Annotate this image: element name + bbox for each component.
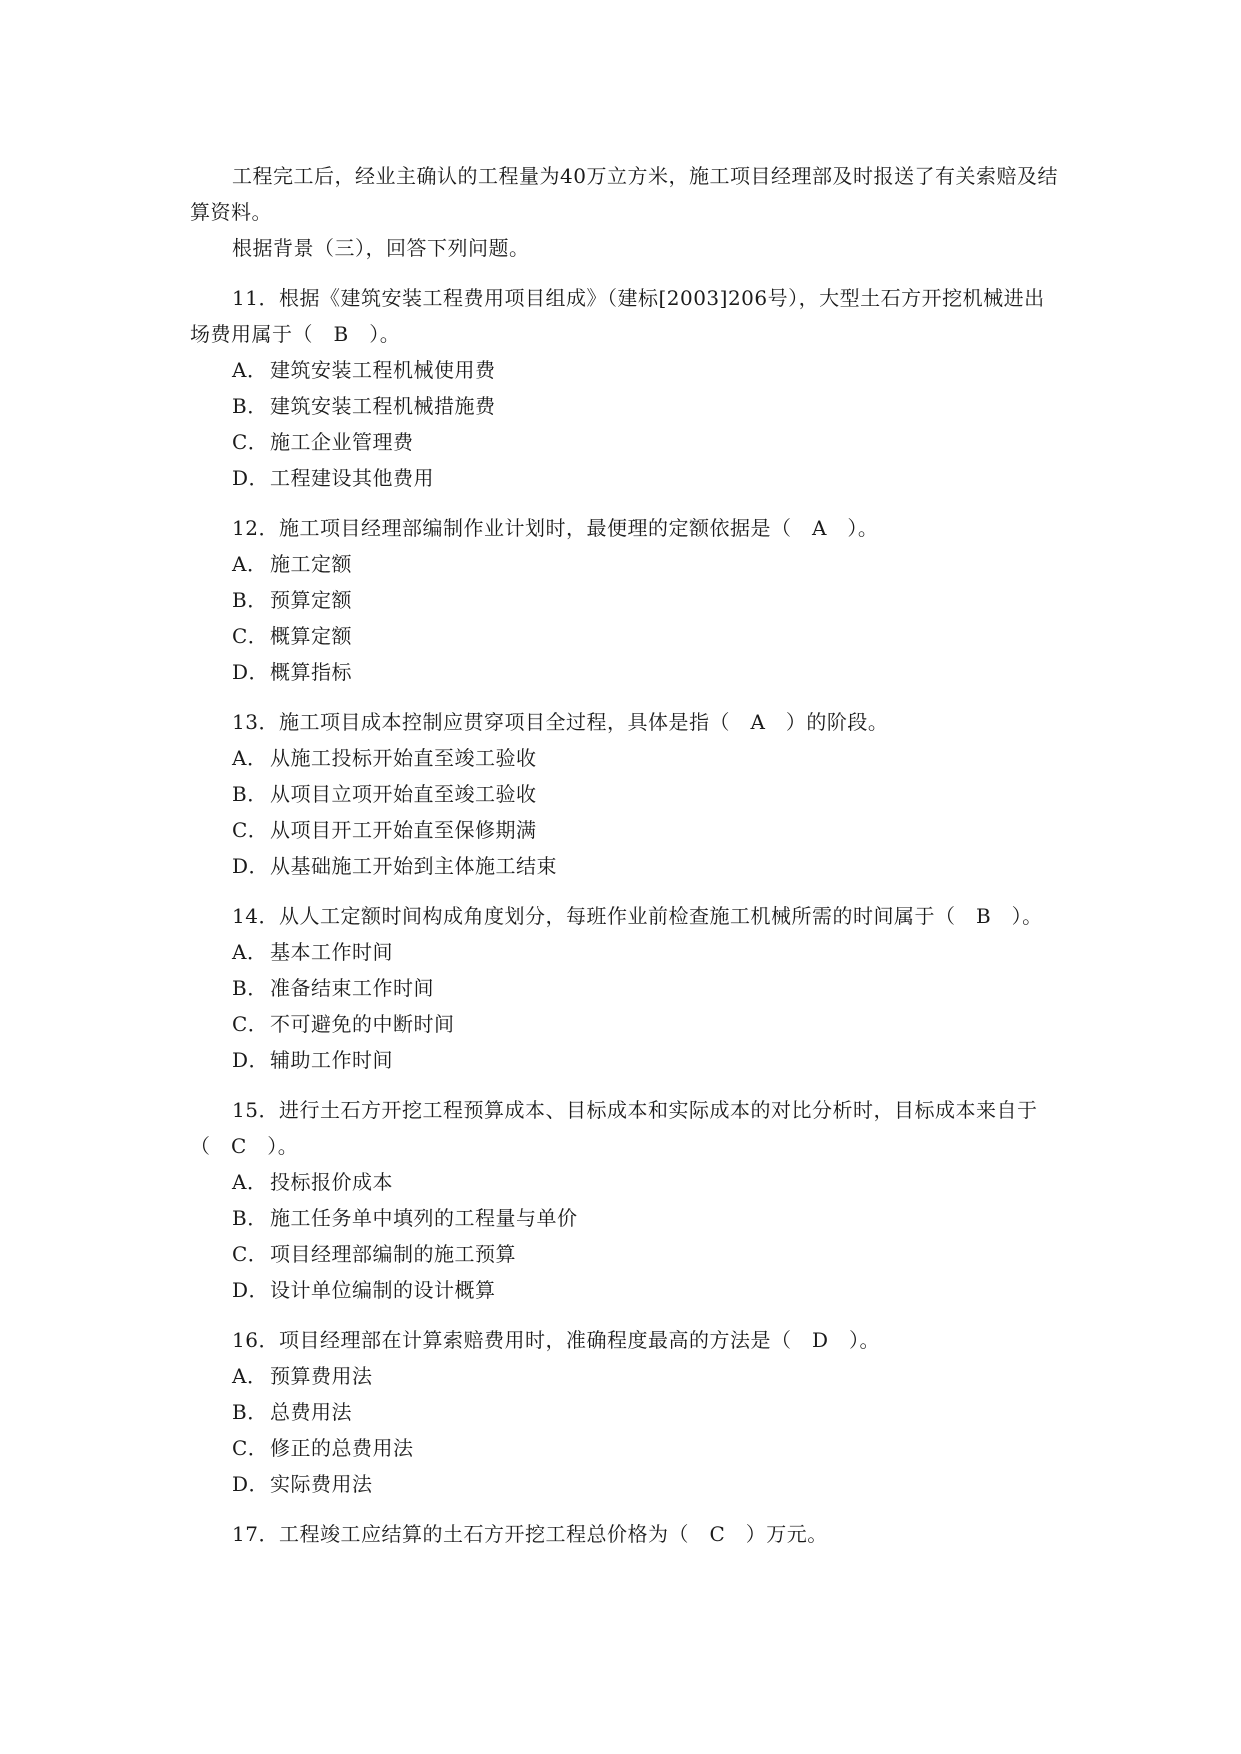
question-stem: 12．施工项目经理部编制作业计划时，最便理的定额依据是（ A ）。 [232, 516, 879, 540]
question-block [190, 1322, 1060, 1502]
intro-paragraph: 工程完工后，经业主确认的工程量为40万立方米，施工项目经理部及时报送了有关索赔及结算资料。 [190, 164, 1058, 224]
option-letter: C． [232, 1012, 269, 1036]
option-text: 准备结束工作时间 [270, 976, 434, 1000]
answer-option [190, 352, 1060, 388]
option-letter: C． [232, 624, 269, 648]
option-text: 建筑安装工程机械使用费 [270, 358, 496, 382]
answer-option [190, 934, 1060, 970]
option-letter: A． [232, 552, 268, 576]
intro-instruction: 根据背景（三），回答下列问题。 [232, 236, 530, 260]
option-letter: C． [232, 1436, 269, 1460]
option-text: 辅助工作时间 [270, 1048, 393, 1072]
option-letter: B． [232, 782, 268, 806]
answer-option [190, 740, 1060, 776]
option-letter: A． [232, 746, 268, 770]
answer-option [190, 460, 1060, 496]
answer-option [190, 1164, 1060, 1200]
option-text: 项目经理部编制的施工预算 [270, 1242, 516, 1266]
option-list [190, 1358, 1060, 1502]
answer-option [190, 812, 1060, 848]
answer-option [190, 1200, 1060, 1236]
option-list [190, 1164, 1060, 1308]
option-text: 建筑安装工程机械措施费 [270, 394, 496, 418]
answer-option [190, 848, 1060, 884]
option-list [190, 546, 1060, 690]
option-letter: C． [232, 1242, 269, 1266]
option-text: 预算定额 [270, 588, 352, 612]
option-list [190, 740, 1060, 884]
document-content [190, 158, 1060, 1552]
option-text: 施工企业管理费 [270, 430, 414, 454]
option-letter: C． [232, 430, 269, 454]
option-letter: A． [232, 358, 268, 382]
option-text: 从施工投标开始直至竣工验收 [270, 746, 537, 770]
answer-option [190, 654, 1060, 690]
question-stem: 13．施工项目成本控制应贯穿项目全过程，具体是指（ A ）的阶段。 [232, 710, 889, 734]
answer-option [190, 424, 1060, 460]
option-letter: A． [232, 1364, 268, 1388]
option-letter: B． [232, 1400, 268, 1424]
option-letter: D． [232, 1278, 270, 1302]
answer-option [190, 776, 1060, 812]
answer-option [190, 1430, 1060, 1466]
answer-option [190, 1394, 1060, 1430]
answer-option [190, 1272, 1060, 1308]
option-letter: A． [232, 940, 268, 964]
option-letter: A． [232, 1170, 268, 1194]
question-block [190, 1516, 1060, 1552]
question-stem: 14．从人工定额时间构成角度划分，每班作业前检查施工机械所需的时间属于（ B ）。 [232, 904, 1043, 928]
answer-option [190, 970, 1060, 1006]
question-block [190, 510, 1060, 690]
option-text: 施工定额 [270, 552, 352, 576]
option-text: 工程建设其他费用 [270, 466, 434, 490]
question-stem: 15．进行土石方开挖工程预算成本、目标成本和实际成本的对比分析时，目标成本来自于 （ C ）。 [190, 1098, 1058, 1158]
question-block [190, 1092, 1060, 1308]
option-list [190, 934, 1060, 1078]
option-text: 从项目立项开始直至竣工验收 [270, 782, 537, 806]
answer-option [190, 1006, 1060, 1042]
option-text: 实际费用法 [270, 1472, 373, 1496]
option-letter: D． [232, 660, 270, 684]
option-letter: B． [232, 394, 268, 418]
option-text: 施工任务单中填列的工程量与单价 [270, 1206, 578, 1230]
answer-option [190, 1466, 1060, 1502]
option-text: 投标报价成本 [270, 1170, 393, 1194]
option-text: 不可避免的中断时间 [270, 1012, 455, 1036]
option-text: 修正的总费用法 [270, 1436, 414, 1460]
option-text: 从基础施工开始到主体施工结束 [270, 854, 557, 878]
option-letter: D． [232, 1048, 270, 1072]
option-letter: D． [232, 466, 270, 490]
option-letter: B． [232, 588, 268, 612]
answer-option [190, 1042, 1060, 1078]
option-letter: B． [232, 976, 268, 1000]
question-block [190, 704, 1060, 884]
answer-option [190, 1358, 1060, 1394]
question-stem: 11．根据《建筑安装工程费用项目组成》（建标[2003]206号），大型土石方开挖机械进出场费用属于（ B ）。 [190, 286, 1045, 346]
option-letter: D． [232, 1472, 270, 1496]
answer-option [190, 546, 1060, 582]
question-block [190, 280, 1060, 496]
option-list [190, 352, 1060, 496]
option-letter: C． [232, 818, 269, 842]
option-text: 预算费用法 [270, 1364, 373, 1388]
option-text: 总费用法 [270, 1400, 352, 1424]
question-list [190, 280, 1060, 1552]
answer-option [190, 388, 1060, 424]
option-text: 设计单位编制的设计概算 [270, 1278, 496, 1302]
question-block [190, 898, 1060, 1078]
question-stem: 16．项目经理部在计算索赔费用时，准确程度最高的方法是（ D ）。 [232, 1328, 880, 1352]
answer-option [190, 582, 1060, 618]
option-text: 基本工作时间 [270, 940, 393, 964]
option-text: 概算定额 [270, 624, 352, 648]
answer-option [190, 618, 1060, 654]
option-text: 从项目开工开始直至保修期满 [270, 818, 537, 842]
question-stem: 17．工程竣工应结算的土石方开挖工程总价格为（ C ）万元。 [232, 1522, 828, 1546]
option-text: 概算指标 [270, 660, 352, 684]
option-letter: B． [232, 1206, 268, 1230]
answer-option [190, 1236, 1060, 1272]
option-letter: D． [232, 854, 270, 878]
